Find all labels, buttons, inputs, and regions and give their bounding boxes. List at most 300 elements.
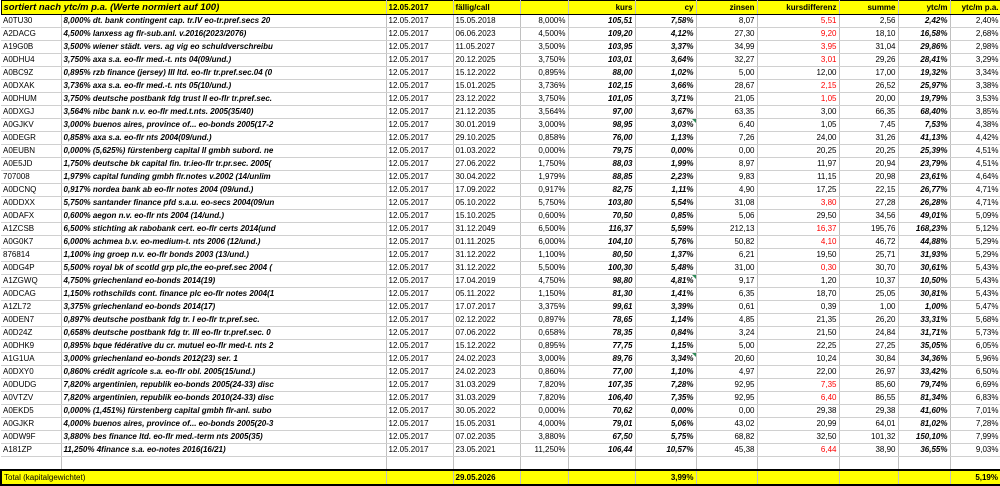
cell-id[interactable]: A0E5JD (1, 158, 61, 171)
cell-call[interactable]: 24.02.2023 (453, 366, 520, 379)
cell-ytcm[interactable]: 81,02% (898, 418, 950, 431)
cell-kurs[interactable]: 106,40 (568, 392, 635, 405)
cell-call[interactable]: 30.05.2022 (453, 405, 520, 418)
cell-zinsen[interactable]: 0,00 (696, 405, 757, 418)
cell-ytcm[interactable]: 7,53% (898, 119, 950, 132)
cell-ytcm-pa[interactable]: 3,29% (950, 54, 1000, 67)
empty-cell[interactable] (386, 457, 453, 471)
cell-coupon[interactable]: 3,750% (520, 93, 568, 106)
cell-call[interactable]: 05.11.2022 (453, 288, 520, 301)
cell-call[interactable]: 15.05.2031 (453, 418, 520, 431)
cell-zinsen[interactable]: 7,26 (696, 132, 757, 145)
cell-call[interactable]: 17.04.2019 (453, 275, 520, 288)
cell-zinsen[interactable]: 43,02 (696, 418, 757, 431)
cell-summe[interactable]: 22,15 (839, 184, 898, 197)
cell-summe[interactable]: 27,25 (839, 340, 898, 353)
cell-date[interactable]: 12.05.2017 (386, 41, 453, 54)
cell-call[interactable]: 01.11.2025 (453, 236, 520, 249)
cell-name[interactable]: 11,250% 4finance s.a. eo-notes 2016(16/21) (61, 444, 386, 457)
cell-kursdifferenz[interactable]: 20,25 (757, 145, 839, 158)
cell-coupon[interactable]: 3,000% (520, 119, 568, 132)
cell-zinsen[interactable]: 6,35 (696, 288, 757, 301)
cell-zinsen[interactable]: 34,99 (696, 41, 757, 54)
cell-name[interactable]: 0,000% (5,625%) fürstenberg capital II gmbh subord. ne (61, 145, 386, 158)
cell-ytcm-pa[interactable]: 4,64% (950, 171, 1000, 184)
cell-id[interactable]: A0DXAK (1, 80, 61, 93)
cell-zinsen[interactable]: 3,24 (696, 327, 757, 340)
cell-summe[interactable]: 38,90 (839, 444, 898, 457)
cell-id[interactable]: A0DUDG (1, 379, 61, 392)
cell-coupon[interactable]: 1,750% (520, 158, 568, 171)
cell-coupon[interactable]: 3,880% (520, 431, 568, 444)
cell-cy[interactable]: 10,57% (635, 444, 696, 457)
cell-cy[interactable]: 0,85% (635, 210, 696, 223)
cell-coupon[interactable]: 11,250% (520, 444, 568, 457)
cell-date[interactable]: 12.05.2017 (386, 288, 453, 301)
cell-name[interactable]: 4,500% lanxess ag flr-sub.anl. v.2016(2023/2076) (61, 28, 386, 41)
cell-ytcm-pa[interactable]: 4,42% (950, 132, 1000, 145)
cell-id[interactable]: A0DDXX (1, 197, 61, 210)
cell-summe[interactable]: 26,52 (839, 80, 898, 93)
cell-zinsen[interactable]: 5,00 (696, 67, 757, 80)
cell-name[interactable]: 0,860% crédit agricole s.a. eo-flr obl. 2005(15/und.) (61, 366, 386, 379)
cell-ytcm[interactable]: 68,40% (898, 106, 950, 119)
cell-ytcm-pa[interactable]: 5,96% (950, 353, 1000, 366)
cell-kursdifferenz[interactable]: 17,25 (757, 184, 839, 197)
cell-cy[interactable]: 3,03% (635, 119, 696, 132)
cell-ytcm[interactable]: 44,88% (898, 236, 950, 249)
cell-summe[interactable]: 18,10 (839, 28, 898, 41)
cell-date[interactable]: 12.05.2017 (386, 158, 453, 171)
cell-ytcm-pa[interactable]: 4,51% (950, 145, 1000, 158)
cell-name[interactable]: 1,100% ing groep n.v. eo-flr bonds 2003 (13/und.) (61, 249, 386, 262)
cell-call[interactable]: 15.05.2018 (453, 15, 520, 28)
cell-call[interactable]: 15.12.2022 (453, 67, 520, 80)
cell-summe[interactable]: 2,56 (839, 15, 898, 28)
cell-coupon[interactable]: 0,895% (520, 67, 568, 80)
cell-ytcm-pa[interactable]: 5,29% (950, 249, 1000, 262)
cell-id[interactable]: A0EUBN (1, 145, 61, 158)
cell-date[interactable]: 12.05.2017 (386, 119, 453, 132)
cell-zinsen[interactable]: 4,90 (696, 184, 757, 197)
cell-name[interactable]: 8,000% dt. bank contingent cap. tr.IV eo-tr.pref.secs 20 (61, 15, 386, 28)
header-faellig[interactable]: fällig/call (453, 1, 520, 15)
cell-name[interactable]: 3,880% bes finance ltd. eo-flr med.-term nts 2005(35) (61, 431, 386, 444)
cell-summe[interactable]: 25,05 (839, 288, 898, 301)
cell-ytcm-pa[interactable]: 6,83% (950, 392, 1000, 405)
cell-ytcm-pa[interactable]: 2,40% (950, 15, 1000, 28)
cell-cy[interactable]: 7,35% (635, 392, 696, 405)
cell-ytcm-pa[interactable]: 3,53% (950, 93, 1000, 106)
cell-ytcm[interactable]: 23,61% (898, 171, 950, 184)
cell-ytcm-pa[interactable]: 3,38% (950, 80, 1000, 93)
cell-kurs[interactable]: 79,75 (568, 145, 635, 158)
header-ytcm[interactable]: ytc/m (898, 1, 950, 15)
cell-summe[interactable]: 31,04 (839, 41, 898, 54)
cell-call[interactable]: 01.03.2022 (453, 145, 520, 158)
cell-summe[interactable]: 26,97 (839, 366, 898, 379)
cell-zinsen[interactable]: 31,00 (696, 262, 757, 275)
cell-id[interactable]: A0DHK9 (1, 340, 61, 353)
cell-id[interactable]: A0VTZV (1, 392, 61, 405)
cell-cy[interactable]: 0,00% (635, 405, 696, 418)
cell-name[interactable]: 0,000% (1,451%) fürstenberg capital gmbh flr-anl. subo (61, 405, 386, 418)
cell-ytcm[interactable]: 150,10% (898, 431, 950, 444)
cell-ytcm-pa[interactable]: 4,38% (950, 119, 1000, 132)
cell-ytcm-pa[interactable]: 2,68% (950, 28, 1000, 41)
cell-ytcm[interactable]: 31,93% (898, 249, 950, 262)
cell-date[interactable]: 12.05.2017 (386, 236, 453, 249)
cell-call[interactable]: 24.02.2023 (453, 353, 520, 366)
cell-ytcm-pa[interactable]: 2,98% (950, 41, 1000, 54)
cell-ytcm-pa[interactable]: 6,05% (950, 340, 1000, 353)
total-empty[interactable] (696, 470, 757, 485)
cell-ytcm-pa[interactable]: 4,71% (950, 184, 1000, 197)
cell-kurs[interactable]: 76,00 (568, 132, 635, 145)
cell-ytcm[interactable]: 16,58% (898, 28, 950, 41)
empty-cell[interactable] (568, 457, 635, 471)
cell-ytcm-pa[interactable]: 6,69% (950, 379, 1000, 392)
cell-summe[interactable]: 20,25 (839, 145, 898, 158)
cell-cy[interactable]: 1,99% (635, 158, 696, 171)
empty-cell[interactable] (898, 457, 950, 471)
cell-date[interactable]: 12.05.2017 (386, 379, 453, 392)
cell-kurs[interactable]: 109,20 (568, 28, 635, 41)
cell-kurs[interactable]: 81,30 (568, 288, 635, 301)
cell-id[interactable]: A0DW9F (1, 431, 61, 444)
cell-coupon[interactable]: 1,100% (520, 249, 568, 262)
cell-ytcm[interactable]: 33,31% (898, 314, 950, 327)
cell-coupon[interactable]: 0,000% (520, 145, 568, 158)
cell-kursdifferenz[interactable]: 5,51 (757, 15, 839, 28)
cell-date[interactable]: 12.05.2017 (386, 353, 453, 366)
cell-ytcm[interactable]: 23,79% (898, 158, 950, 171)
cell-zinsen[interactable]: 5,00 (696, 340, 757, 353)
cell-name[interactable]: 7,820% argentinien, republik eo-bonds 2005(24-33) disc (61, 379, 386, 392)
cell-call[interactable]: 07.06.2022 (453, 327, 520, 340)
cell-id[interactable]: 876814 (1, 249, 61, 262)
cell-kursdifferenz[interactable]: 0,30 (757, 262, 839, 275)
cell-kursdifferenz[interactable]: 9,20 (757, 28, 839, 41)
cell-ytcm[interactable]: 33,42% (898, 366, 950, 379)
cell-name[interactable]: 5,750% santander finance pfd s.a.u. eo-secs 2004(09/un (61, 197, 386, 210)
cell-kurs[interactable]: 80,50 (568, 249, 635, 262)
cell-cy[interactable]: 3,64% (635, 54, 696, 67)
cell-kurs[interactable]: 77,00 (568, 366, 635, 379)
cell-id[interactable]: A1ZCSB (1, 223, 61, 236)
cell-id[interactable]: A0EKD5 (1, 405, 61, 418)
cell-kurs[interactable]: 88,85 (568, 171, 635, 184)
cell-summe[interactable]: 34,56 (839, 210, 898, 223)
cell-name[interactable]: 1,750% deutsche bk capital fin. tr.ieo-flr tr.pr.sec. 2005( (61, 158, 386, 171)
cell-zinsen[interactable]: 9,83 (696, 171, 757, 184)
cell-kursdifferenz[interactable]: 1,05 (757, 93, 839, 106)
cell-summe[interactable]: 85,60 (839, 379, 898, 392)
cell-name[interactable]: 0,658% deutsche postbank fdg tr. III eo-flr tr.pref.sec. 0 (61, 327, 386, 340)
cell-coupon[interactable]: 7,820% (520, 379, 568, 392)
cell-kursdifferenz[interactable]: 2,15 (757, 80, 839, 93)
cell-ytcm-pa[interactable]: 5,68% (950, 314, 1000, 327)
cell-kurs[interactable]: 88,00 (568, 67, 635, 80)
cell-id[interactable]: A0DHU4 (1, 54, 61, 67)
cell-kursdifferenz[interactable]: 22,00 (757, 366, 839, 379)
cell-id[interactable]: A0DXY0 (1, 366, 61, 379)
cell-ytcm-pa[interactable]: 9,03% (950, 444, 1000, 457)
cell-zinsen[interactable]: 9,17 (696, 275, 757, 288)
cell-ytcm[interactable]: 79,74% (898, 379, 950, 392)
cell-ytcm-pa[interactable]: 5,43% (950, 288, 1000, 301)
cell-ytcm-pa[interactable]: 5,73% (950, 327, 1000, 340)
cell-zinsen[interactable]: 92,95 (696, 379, 757, 392)
cell-zinsen[interactable]: 0,61 (696, 301, 757, 314)
cell-name[interactable]: 1,150% rothschilds cont. finance plc eo-flr notes 2004(1 (61, 288, 386, 301)
cell-id[interactable]: A19G0B (1, 41, 61, 54)
cell-kursdifferenz[interactable]: 0,39 (757, 301, 839, 314)
cell-call[interactable]: 15.10.2025 (453, 210, 520, 223)
cell-kursdifferenz[interactable]: 7,35 (757, 379, 839, 392)
cell-kursdifferenz[interactable]: 29,50 (757, 210, 839, 223)
cell-ytcm[interactable]: 31,71% (898, 327, 950, 340)
cell-kurs[interactable]: 79,01 (568, 418, 635, 431)
cell-zinsen[interactable]: 68,82 (696, 431, 757, 444)
cell-zinsen[interactable]: 50,82 (696, 236, 757, 249)
header-zinsen[interactable]: zinsen (696, 1, 757, 15)
cell-ytcm-pa[interactable]: 7,01% (950, 405, 1000, 418)
empty-cell[interactable] (696, 457, 757, 471)
empty-cell[interactable] (1, 457, 61, 471)
cell-cy[interactable]: 7,28% (635, 379, 696, 392)
cell-cy[interactable]: 5,06% (635, 418, 696, 431)
cell-coupon[interactable]: 4,000% (520, 418, 568, 431)
cell-call[interactable]: 30.04.2022 (453, 171, 520, 184)
cell-kursdifferenz[interactable]: 4,10 (757, 236, 839, 249)
empty-cell[interactable] (520, 457, 568, 471)
cell-ytcm[interactable]: 25,39% (898, 145, 950, 158)
cell-kursdifferenz[interactable]: 6,40 (757, 392, 839, 405)
cell-date[interactable]: 12.05.2017 (386, 184, 453, 197)
cell-coupon[interactable]: 0,658% (520, 327, 568, 340)
cell-call[interactable]: 17.09.2022 (453, 184, 520, 197)
cell-ytcm[interactable]: 34,36% (898, 353, 950, 366)
cell-zinsen[interactable]: 32,27 (696, 54, 757, 67)
cell-summe[interactable]: 1,00 (839, 301, 898, 314)
cell-kurs[interactable]: 88,03 (568, 158, 635, 171)
cell-zinsen[interactable]: 0,00 (696, 145, 757, 158)
cell-name[interactable]: 3,750% axa s.a. eo-flr med.-t. nts 04(09/und.) (61, 54, 386, 67)
cell-call[interactable]: 31.12.2022 (453, 262, 520, 275)
cell-name[interactable]: 0,897% deutsche postbank fdg tr. I eo-flr tr.pref.sec. (61, 314, 386, 327)
cell-ytcm-pa[interactable]: 7,28% (950, 418, 1000, 431)
cell-coupon[interactable]: 6,000% (520, 236, 568, 249)
cell-cy[interactable]: 3,66% (635, 80, 696, 93)
cell-zinsen[interactable]: 212,13 (696, 223, 757, 236)
cell-id[interactable]: 707008 (1, 171, 61, 184)
cell-ytcm[interactable]: 10,50% (898, 275, 950, 288)
cell-kursdifferenz[interactable]: 19,50 (757, 249, 839, 262)
cell-zinsen[interactable]: 8,97 (696, 158, 757, 171)
cell-kurs[interactable]: 105,51 (568, 15, 635, 28)
cell-date[interactable]: 12.05.2017 (386, 314, 453, 327)
cell-coupon[interactable]: 1,150% (520, 288, 568, 301)
cell-kurs[interactable]: 78,35 (568, 327, 635, 340)
cell-ytcm-pa[interactable]: 6,50% (950, 366, 1000, 379)
cell-kurs[interactable]: 103,80 (568, 197, 635, 210)
cell-zinsen[interactable]: 8,07 (696, 15, 757, 28)
header-empty[interactable] (520, 1, 568, 15)
cell-id[interactable]: A0DG4P (1, 262, 61, 275)
sheet-title[interactable]: sortiert nach ytc/m p.a. (Werte normiert auf 100) (1, 1, 386, 15)
cell-ytcm-pa[interactable]: 3,85% (950, 106, 1000, 119)
cell-coupon[interactable]: 1,979% (520, 171, 568, 184)
cell-name[interactable]: 3,736% axa s.a. eo-flr med.-t. nts 05(10/und.) (61, 80, 386, 93)
cell-date[interactable]: 12.05.2017 (386, 275, 453, 288)
cell-kursdifferenz[interactable]: 22,25 (757, 340, 839, 353)
cell-coupon[interactable]: 3,736% (520, 80, 568, 93)
cell-kursdifferenz[interactable]: 11,15 (757, 171, 839, 184)
total-label[interactable]: Total (kapitalgewichtet) (1, 470, 386, 485)
cell-summe[interactable]: 30,84 (839, 353, 898, 366)
cell-date[interactable]: 12.05.2017 (386, 366, 453, 379)
cell-id[interactable]: A2DACG (1, 28, 61, 41)
cell-cy[interactable]: 1,13% (635, 132, 696, 145)
cell-date[interactable]: 12.05.2017 (386, 340, 453, 353)
header-summe[interactable]: summe (839, 1, 898, 15)
total-empty[interactable] (568, 470, 635, 485)
cell-cy[interactable]: 5,54% (635, 197, 696, 210)
cell-kursdifferenz[interactable]: 1,20 (757, 275, 839, 288)
cell-ytcm-pa[interactable]: 5,12% (950, 223, 1000, 236)
cell-call[interactable]: 31.12.2022 (453, 249, 520, 262)
total-empty[interactable] (839, 470, 898, 485)
cell-date[interactable]: 12.05.2017 (386, 171, 453, 184)
cell-name[interactable]: 4,750% griechenland eo-bonds 2014(19) (61, 275, 386, 288)
cell-ytcm-pa[interactable]: 4,51% (950, 158, 1000, 171)
cell-kurs[interactable]: 98,95 (568, 119, 635, 132)
cell-name[interactable]: 0,917% nordea bank ab eo-flr notes 2004 (09/und.) (61, 184, 386, 197)
cell-summe[interactable]: 46,72 (839, 236, 898, 249)
cell-zinsen[interactable]: 92,95 (696, 392, 757, 405)
cell-date[interactable]: 12.05.2017 (386, 418, 453, 431)
cell-name[interactable]: 0,895% rzb finance (jersey) III ltd. eo-flr tr.pref.sec.04 (0 (61, 67, 386, 80)
cell-ytcm[interactable]: 26,77% (898, 184, 950, 197)
cell-summe[interactable]: 29,38 (839, 405, 898, 418)
cell-ytcm[interactable]: 49,01% (898, 210, 950, 223)
cell-call[interactable]: 30.01.2019 (453, 119, 520, 132)
cell-kurs[interactable]: 103,01 (568, 54, 635, 67)
cell-kursdifferenz[interactable]: 6,44 (757, 444, 839, 457)
cell-cy[interactable]: 3,67% (635, 106, 696, 119)
cell-cy[interactable]: 0,84% (635, 327, 696, 340)
empty-cell[interactable] (453, 457, 520, 471)
cell-id[interactable]: A0GJKV (1, 119, 61, 132)
cell-id[interactable]: A0DCNQ (1, 184, 61, 197)
cell-ytcm[interactable]: 30,81% (898, 288, 950, 301)
cell-kurs[interactable]: 98,80 (568, 275, 635, 288)
cell-date[interactable]: 12.05.2017 (386, 249, 453, 262)
total-empty[interactable] (520, 470, 568, 485)
empty-cell[interactable] (635, 457, 696, 471)
cell-kursdifferenz[interactable]: 10,24 (757, 353, 839, 366)
cell-ytcm[interactable]: 41,60% (898, 405, 950, 418)
cell-cy[interactable]: 3,71% (635, 93, 696, 106)
total-empty[interactable] (898, 470, 950, 485)
cell-ytcm[interactable]: 26,28% (898, 197, 950, 210)
cell-coupon[interactable]: 0,917% (520, 184, 568, 197)
cell-ytcm-pa[interactable]: 7,99% (950, 431, 1000, 444)
cell-kurs[interactable]: 70,50 (568, 210, 635, 223)
cell-id[interactable]: A1ZGWQ (1, 275, 61, 288)
cell-summe[interactable]: 66,35 (839, 106, 898, 119)
cell-ytcm[interactable]: 29,86% (898, 41, 950, 54)
cell-call[interactable]: 15.01.2025 (453, 80, 520, 93)
total-empty[interactable] (386, 470, 453, 485)
cell-coupon[interactable]: 6,500% (520, 223, 568, 236)
cell-zinsen[interactable]: 28,67 (696, 80, 757, 93)
empty-cell[interactable] (950, 457, 1000, 471)
cell-id[interactable]: A0GJKR (1, 418, 61, 431)
cell-id[interactable]: A0DXGJ (1, 106, 61, 119)
cell-kurs[interactable]: 104,10 (568, 236, 635, 249)
cell-coupon[interactable]: 0,897% (520, 314, 568, 327)
cell-cy[interactable]: 1,10% (635, 366, 696, 379)
cell-zinsen[interactable]: 31,08 (696, 197, 757, 210)
header-kurs[interactable]: kurs (568, 1, 635, 15)
cell-name[interactable]: 7,820% argentinien, republik eo-bonds 2010(24-33) disc (61, 392, 386, 405)
cell-kurs[interactable]: 99,61 (568, 301, 635, 314)
cell-summe[interactable]: 20,00 (839, 93, 898, 106)
cell-coupon[interactable]: 7,820% (520, 392, 568, 405)
cell-zinsen[interactable]: 5,06 (696, 210, 757, 223)
cell-coupon[interactable]: 0,600% (520, 210, 568, 223)
cell-cy[interactable]: 7,58% (635, 15, 696, 28)
cell-cy[interactable]: 1,37% (635, 249, 696, 262)
cell-kursdifferenz[interactable]: 18,70 (757, 288, 839, 301)
cell-kurs[interactable]: 67,50 (568, 431, 635, 444)
cell-kursdifferenz[interactable]: 32,50 (757, 431, 839, 444)
cell-kursdifferenz[interactable]: 29,38 (757, 405, 839, 418)
cell-id[interactable]: A0DAFX (1, 210, 61, 223)
cell-call[interactable]: 02.12.2022 (453, 314, 520, 327)
cell-ytcm-pa[interactable]: 5,43% (950, 275, 1000, 288)
cell-kurs[interactable]: 77,75 (568, 340, 635, 353)
cell-date[interactable]: 12.05.2017 (386, 223, 453, 236)
cell-id[interactable]: A0DHUM (1, 93, 61, 106)
cell-ytcm[interactable]: 2,42% (898, 15, 950, 28)
cell-call[interactable]: 05.10.2022 (453, 197, 520, 210)
cell-cy[interactable]: 2,23% (635, 171, 696, 184)
cell-date[interactable]: 12.05.2017 (386, 28, 453, 41)
cell-summe[interactable]: 195,76 (839, 223, 898, 236)
cell-coupon[interactable]: 0,858% (520, 132, 568, 145)
cell-coupon[interactable]: 0,895% (520, 340, 568, 353)
cell-cy[interactable]: 5,59% (635, 223, 696, 236)
cell-ytcm[interactable]: 35,05% (898, 340, 950, 353)
cell-cy[interactable]: 3,39% (635, 301, 696, 314)
empty-cell[interactable] (839, 457, 898, 471)
cell-kurs[interactable]: 100,30 (568, 262, 635, 275)
cell-kursdifferenz[interactable]: 24,00 (757, 132, 839, 145)
cell-kursdifferenz[interactable]: 1,05 (757, 119, 839, 132)
cell-call[interactable]: 23.12.2022 (453, 93, 520, 106)
empty-cell[interactable] (757, 457, 839, 471)
cell-cy[interactable]: 1,14% (635, 314, 696, 327)
cell-kursdifferenz[interactable]: 21,35 (757, 314, 839, 327)
cell-ytcm-pa[interactable]: 5,47% (950, 301, 1000, 314)
cell-name[interactable]: 3,375% griechenland eo-bonds 2014(17) (61, 301, 386, 314)
cell-kurs[interactable]: 107,35 (568, 379, 635, 392)
cell-zinsen[interactable]: 4,85 (696, 314, 757, 327)
cell-kursdifferenz[interactable]: 11,97 (757, 158, 839, 171)
